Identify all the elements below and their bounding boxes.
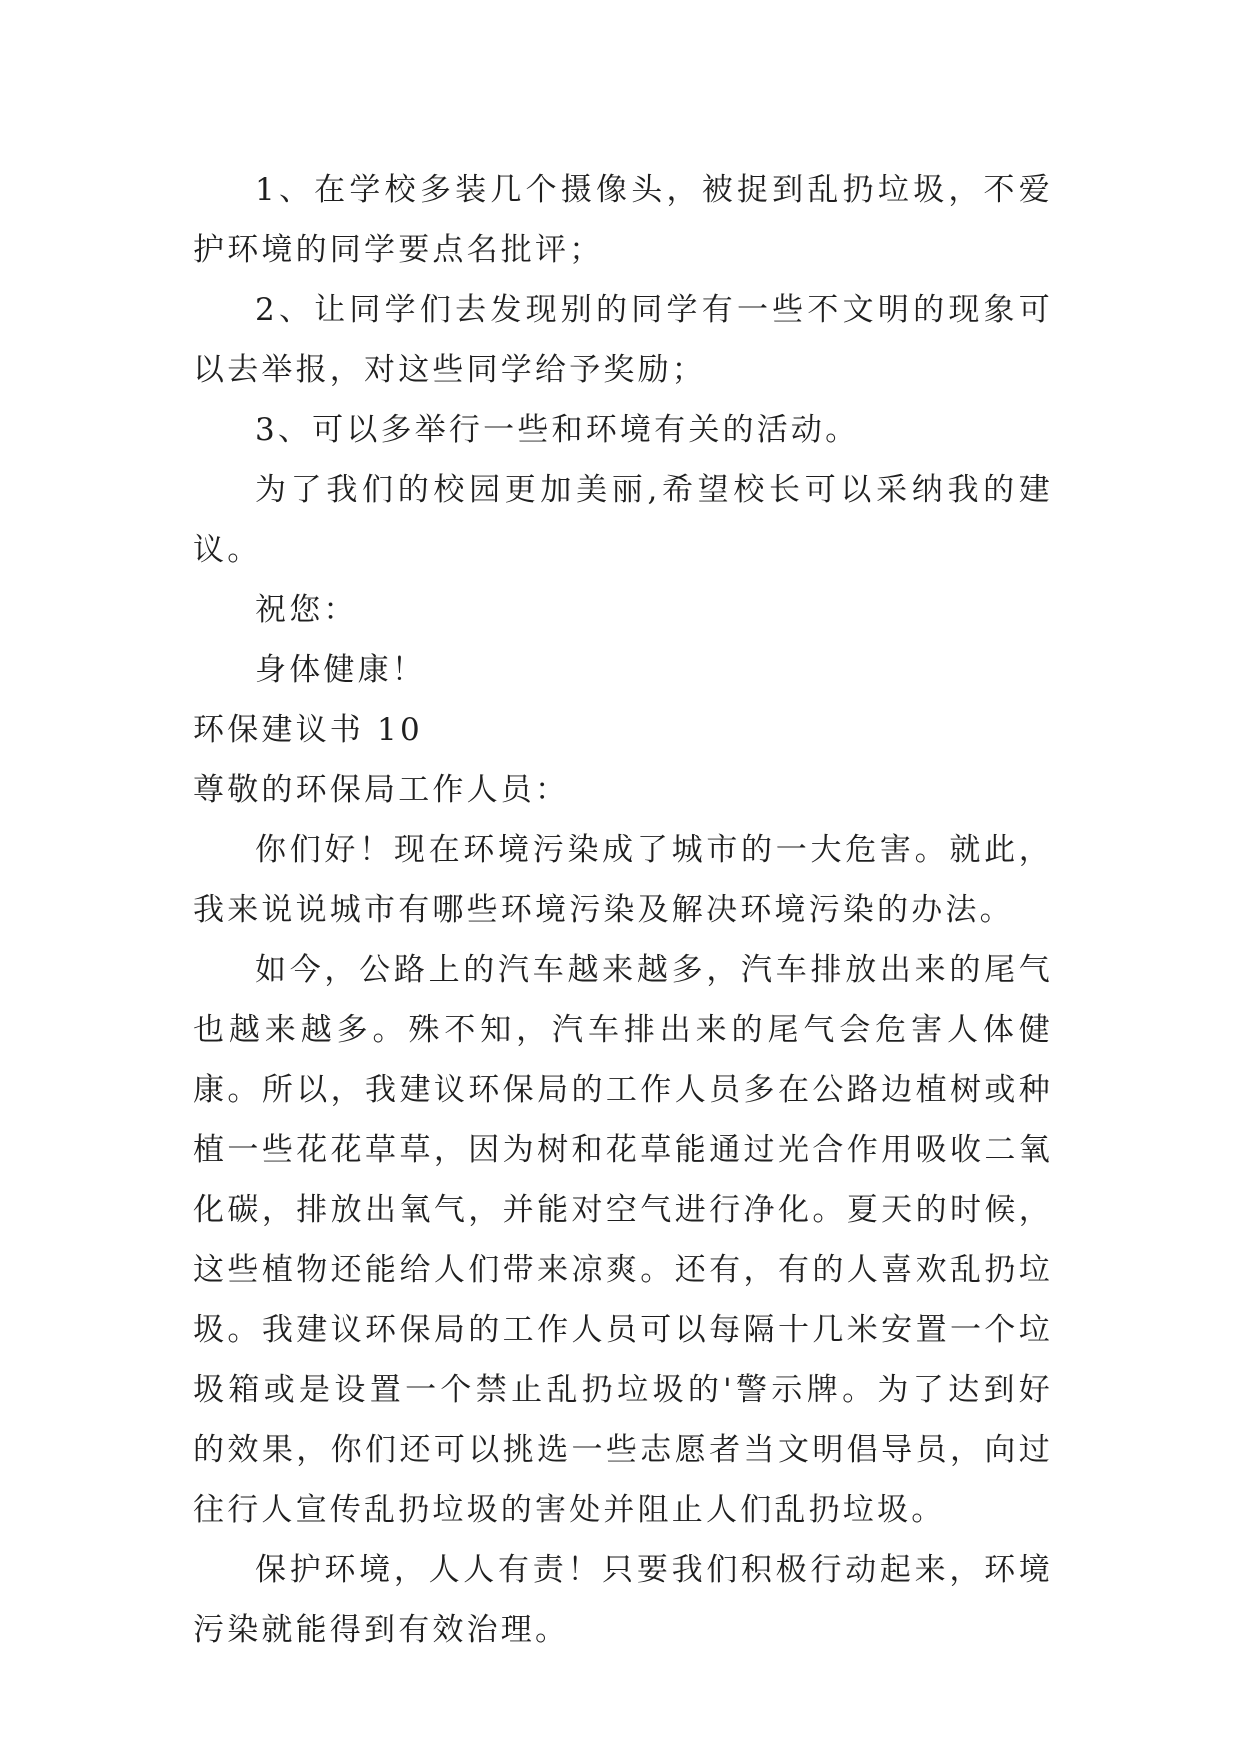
closing-paragraph: 为了我们的校园更加美丽,希望校长可以采纳我的建议。 [193,472,1053,568]
salutation-wish: 祝您： [255,592,358,628]
body-paragraph-main: 如今，公路上的汽车越来越多，汽车排放出来的尾气也越来越多。殊不知，汽车排出来的尾气会危害人体健康。所以，我建议环保局的工作人员多在公路边植树或种植一些花花草草，因为树和花草能通过光合作用吸收二氧化碳，排放出氧气，并能对空气进行净化。夏天的时候，这些植物还能给人们带来凉爽。还有，有的人喜欢乱扔垃圾。我建议环保局的工作人员可以每隔十几米安置一个垃圾箱或是设置一个禁止乱扔垃圾的'警示牌。为了达到好的效果，你们还可以挑选一些志愿者当文明倡导员，向过往行人宣传乱扔垃圾的害处并阻止人们乱扔垃圾。 [193,952,1053,1528]
salutation-health: 身体健康！ [255,652,426,688]
list-item-1: 1、在学校多装几个摄像头，被捉到乱扔垃圾，不爱护环境的同学要点名批评； [193,172,1053,268]
body-paragraph-conclusion: 保护环境，人人有责！只要我们积极行动起来，环境污染就能得到有效治理。 [193,1552,1053,1648]
document-page [193,160,1053,1660]
section-title: 环保建议书 10 [193,712,423,748]
list-item-2: 2、让同学们去发现别的同学有一些不文明的现象可以去举报，对这些同学给予奖励； [193,292,1053,388]
list-item-3: 3、可以多举行一些和环境有关的活动。 [255,412,860,448]
letter-addressee: 尊敬的环保局工作人员： [193,772,570,808]
body-paragraph-greeting: 你们好！现在环境污染成了城市的一大危害。就此，我来说说城市有哪些环境污染及解决环境污染的办法。 [193,832,1053,928]
